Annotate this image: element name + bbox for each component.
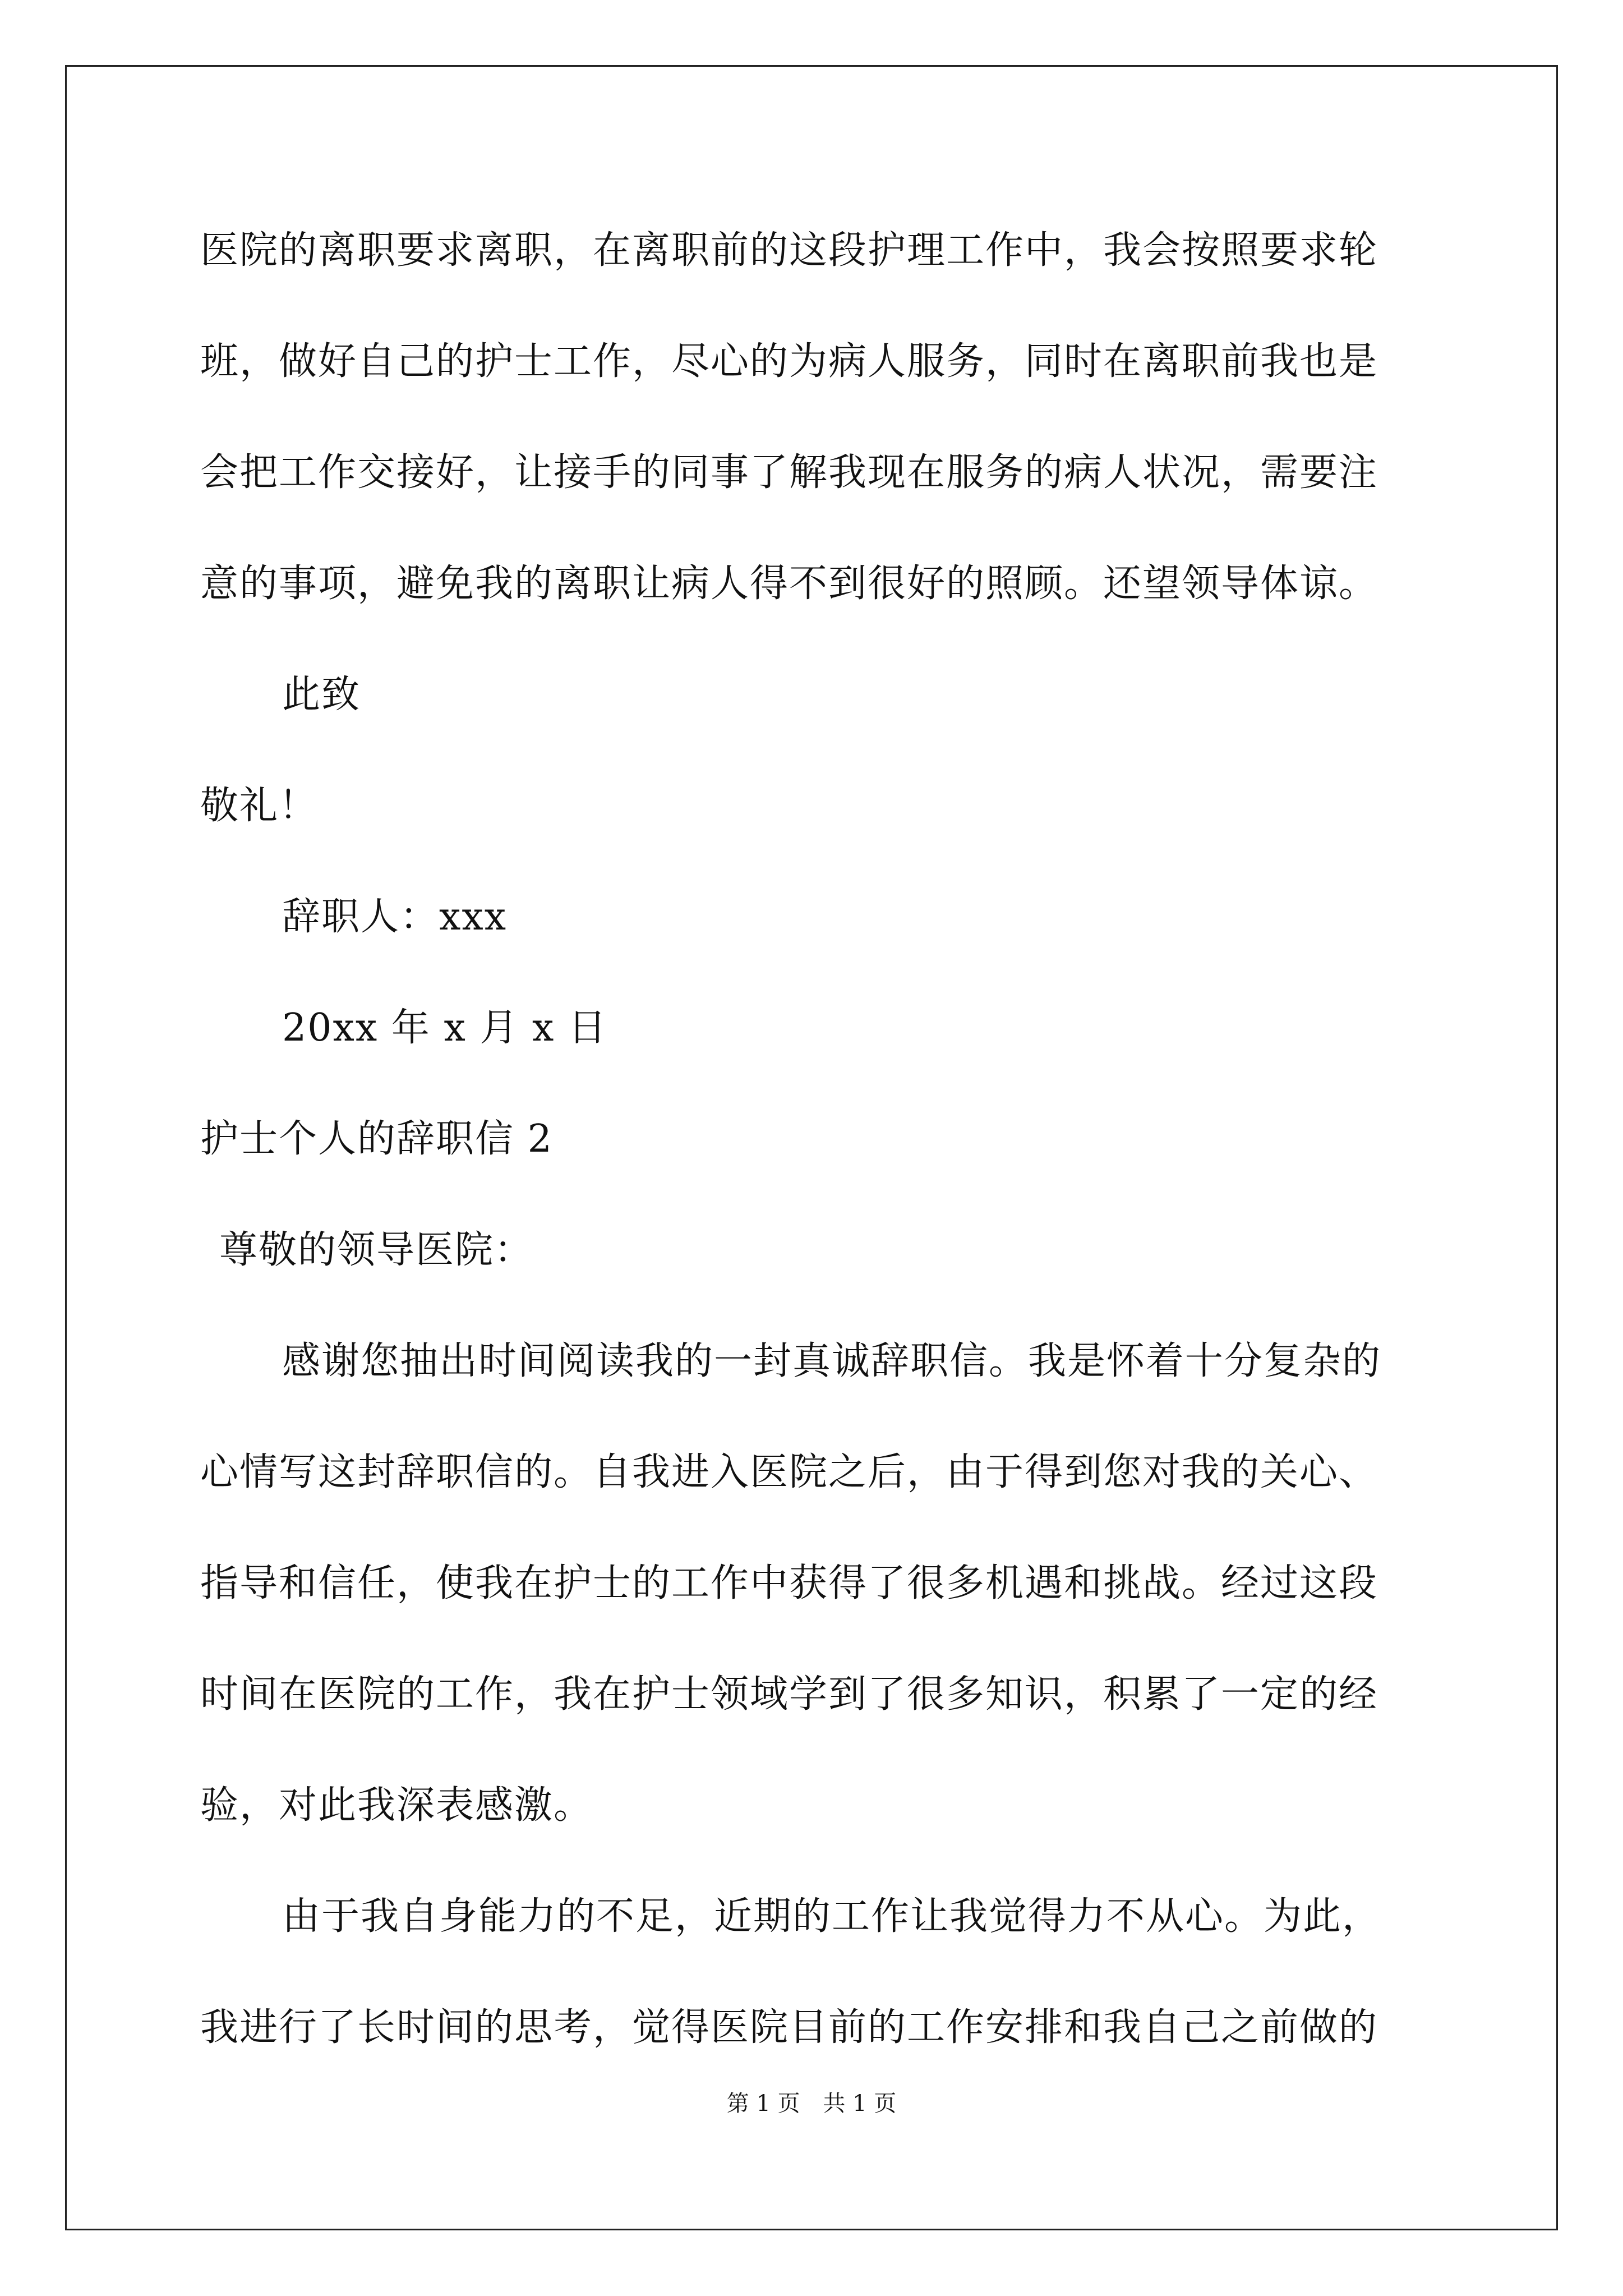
greeting-line: 尊敬的领导医院： [219, 1228, 534, 1272]
paragraph-line: 由于我自身能力的不足，近期的工作让我觉得力不从心。为此， [282, 1894, 1382, 1939]
paragraph-line: 时间在医院的工作，我在护士领域学到了很多知识，积累了一定的经 [200, 1672, 1378, 1717]
paragraph-line: 我进行了长时间的思考，觉得医院目前的工作安排和我自己之前做的 [200, 2005, 1378, 2050]
paragraph-line: 意的事项，避免我的离职让病人得不到很好的照顾。还望领导体谅。 [200, 562, 1378, 606]
signature-line: 辞职人：xxx [282, 895, 508, 939]
page-footer [0, 2090, 1623, 2118]
page-number: 第 1 页 [726, 2091, 800, 2116]
page-total: 共 1 页 [823, 2091, 897, 2116]
paragraph-line: 会把工作交接好，让接手的同事了解我现在服务的病人状况，需要注 [200, 450, 1378, 495]
date-line: 20xx 年 x 月 x 日 [282, 1006, 608, 1050]
paragraph-line: 心情写这封辞职信的。自我进入医院之后，由于得到您对我的关心、 [200, 1450, 1378, 1494]
paragraph-line: 医院的离职要求离职，在离职前的这段护理工作中，我会按照要求轮 [200, 228, 1378, 273]
salutation-line: 敬礼！ [200, 784, 319, 828]
closing-line: 此致 [282, 673, 361, 717]
paragraph-line: 指导和信任，使我在护士的工作中获得了很多机遇和挑战。经过这段 [200, 1561, 1378, 1605]
section-heading: 护士个人的辞职信 2 [200, 1117, 553, 1161]
paragraph-line: 感谢您抽出时间阅读我的一封真诚辞职信。我是怀着十分复杂的 [282, 1339, 1382, 1383]
paragraph-line: 班，做好自己的护士工作，尽心的为病人服务，同时在离职前我也是 [200, 339, 1378, 384]
paragraph-line: 验，对此我深表感激。 [200, 1783, 593, 1828]
